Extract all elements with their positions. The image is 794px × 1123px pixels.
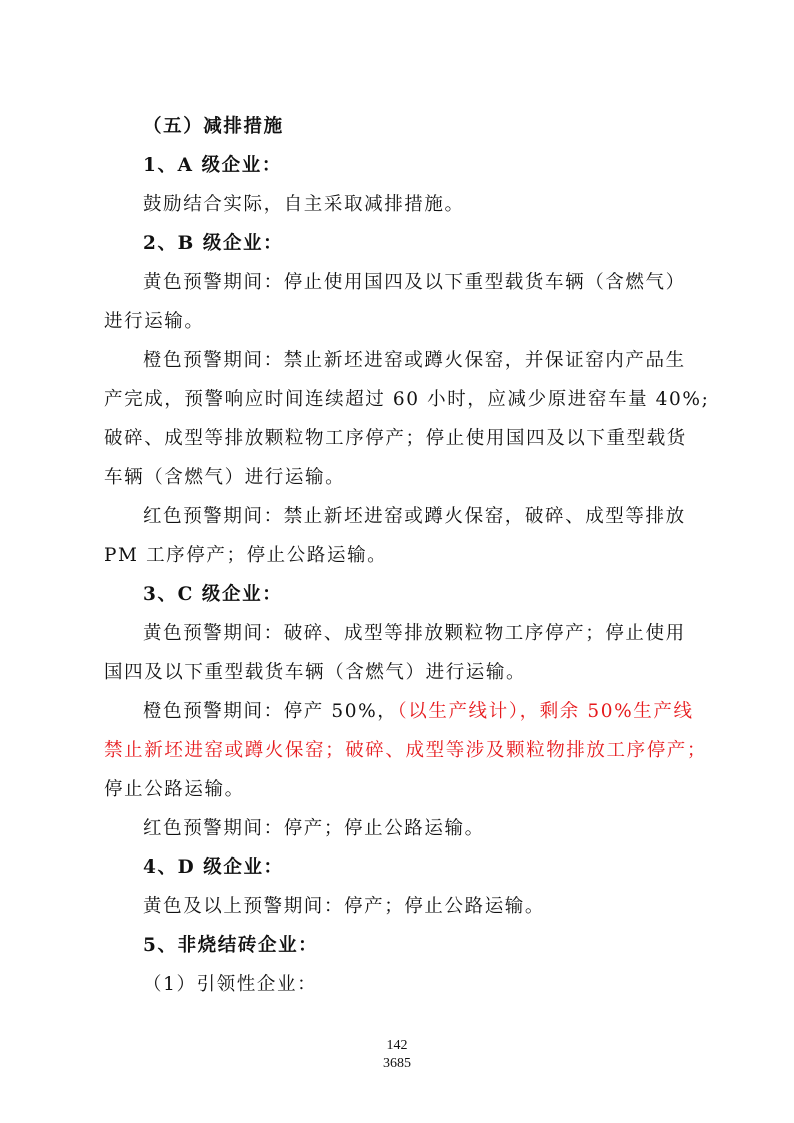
b-orange-line-3: 破碎、成型等排放颗粒物工序停产；停止使用国四及以下重型载货 [104,428,687,449]
b-orange-line-2: 产完成，预警响应时间连续超过 60 小时，应减少原进窑车量 40%; [104,389,710,410]
c-orange-highlight: （以生产线计），剩余 50%生产线 [397,701,694,722]
non-fired-brick-heading: 5、非烧结砖企业： [143,935,319,956]
c-orange-line-3: 停止公路运输。 [104,779,245,800]
c-yellow-line-2: 国四及以下重型载货车辆（含燃气）进行运输。 [104,662,527,683]
c-orange-line-1 [143,697,694,727]
c-red-line: 红色预警期间：停产；停止公路运输。 [143,818,485,839]
a-level-text: 鼓励结合实际，自主采取减排措施。 [143,194,465,215]
b-orange-line-4: 车辆（含燃气）进行运输。 [104,467,346,488]
d-level-text: 黄色及以上预警期间：停产；停止公路运输。 [143,896,546,917]
b-orange-line-1: 橙色预警期间：禁止新坯进窑或蹲火保窑，并保证窑内产品生 [143,350,686,371]
b-red-line-1: 红色预警期间：禁止新坯进窑或蹲火保窑，破碎、成型等排放 [143,506,686,527]
b-yellow-line-2: 进行运输。 [104,311,205,332]
b-yellow-line-1: 黄色预警期间：停止使用国四及以下重型载货车辆（含燃气） [143,272,686,293]
c-level-heading: 3、C 级企业： [143,584,283,605]
leading-enterprise-item: （1）引领性企业： [143,974,318,995]
d-level-heading: 4、D 级企业： [143,857,284,878]
c-yellow-line-1: 黄色预警期间：破碎、成型等排放颗粒物工序停产；停止使用 [143,623,686,644]
section-title: （五）减排措施 [143,116,284,137]
a-level-heading: 1、A 级企业： [143,155,282,176]
page-number: 142 [386,1038,408,1053]
c-orange-line-2: 禁止新坯进窑或蹲火保窑；破碎、成型等涉及颗粒物排放工序停产； [104,740,708,761]
b-red-line-2: PM 工序停产；停止公路运输。 [104,545,388,566]
c-orange-text: 橙色预警期间：停产 50%， [143,701,398,722]
document-number: 3685 [383,1056,411,1071]
b-level-heading: 2、B 级企业： [143,233,284,254]
